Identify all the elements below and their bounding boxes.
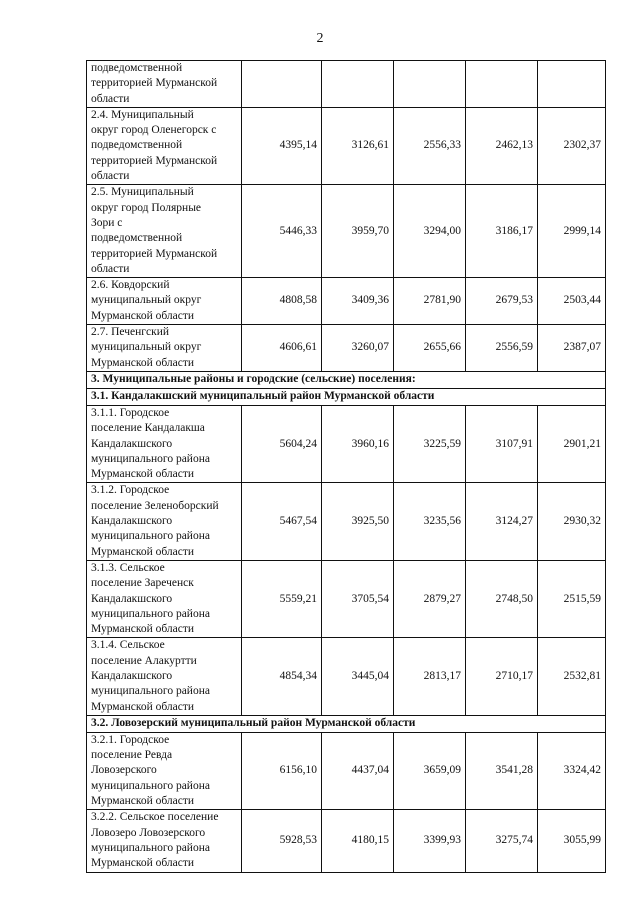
value-cell: 3541,28 xyxy=(466,732,538,809)
value-cell xyxy=(466,61,538,108)
section-row xyxy=(87,388,606,405)
value-cell xyxy=(322,61,394,108)
municipality-name: 3.1.4. Сельское поселение Алакуртти Кандалакшского муниципального района Мурманской области xyxy=(87,638,242,715)
section-row xyxy=(87,371,606,388)
value-cell xyxy=(242,61,322,108)
value-cell: 5467,54 xyxy=(242,483,322,560)
value-cell: 2302,37 xyxy=(538,107,606,184)
value-cell: 5604,24 xyxy=(242,405,322,482)
value-cell: 4854,34 xyxy=(242,638,322,715)
municipality-name: подведомственной территорией Мурманской области xyxy=(87,61,242,108)
municipality-name: 2.5. Муниципальный округ город Полярные Зори с подведомственной территорией Мурманской области xyxy=(87,185,242,278)
value-cell: 3445,04 xyxy=(322,638,394,715)
value-cell: 2462,13 xyxy=(466,107,538,184)
value-cell: 3126,61 xyxy=(322,107,394,184)
value-cell: 3294,00 xyxy=(394,185,466,278)
value-cell: 3107,91 xyxy=(466,405,538,482)
table-row xyxy=(87,107,606,184)
value-cell: 2679,53 xyxy=(466,278,538,325)
value-cell: 3959,70 xyxy=(322,185,394,278)
value-cell: 3324,42 xyxy=(538,732,606,809)
table-row xyxy=(87,638,606,715)
value-cell xyxy=(538,61,606,108)
value-cell: 3124,27 xyxy=(466,483,538,560)
value-cell: 2901,21 xyxy=(538,405,606,482)
section-heading: 3.1. Кандалакшский муниципальный район Мурманской области xyxy=(87,388,606,405)
tariff-table xyxy=(86,60,606,873)
value-cell: 5446,33 xyxy=(242,185,322,278)
table-row xyxy=(87,278,606,325)
table-row xyxy=(87,325,606,372)
municipality-name: 3.2.2. Сельское поселение Ловозеро Ловозерского муниципального района Мурманской области xyxy=(87,810,242,872)
municipality-name: 2.6. Ковдорский муниципальный округ Мурманской области xyxy=(87,278,242,325)
section-heading: 3. Муниципальные районы и городские (сельские) поселения: xyxy=(87,371,606,388)
value-cell: 2556,59 xyxy=(466,325,538,372)
value-cell: 2781,90 xyxy=(394,278,466,325)
value-cell: 3705,54 xyxy=(322,560,394,637)
value-cell: 3235,56 xyxy=(394,483,466,560)
table-row xyxy=(87,732,606,809)
municipality-name: 3.1.3. Сельское поселение Зареченск Кандалакшского муниципального района Мурманской области xyxy=(87,560,242,637)
value-cell: 2710,17 xyxy=(466,638,538,715)
value-cell: 2503,44 xyxy=(538,278,606,325)
table-row xyxy=(87,483,606,560)
value-cell: 3260,07 xyxy=(322,325,394,372)
value-cell: 3925,50 xyxy=(322,483,394,560)
value-cell xyxy=(394,61,466,108)
value-cell: 4180,15 xyxy=(322,810,394,872)
section-heading: 3.2. Ловозерский муниципальный район Мурманской области xyxy=(87,715,606,732)
value-cell: 2930,32 xyxy=(538,483,606,560)
value-cell: 3186,17 xyxy=(466,185,538,278)
value-cell: 6156,10 xyxy=(242,732,322,809)
value-cell: 3409,36 xyxy=(322,278,394,325)
value-cell: 2556,33 xyxy=(394,107,466,184)
value-cell: 3275,74 xyxy=(466,810,538,872)
table-row xyxy=(87,560,606,637)
value-cell: 3225,59 xyxy=(394,405,466,482)
value-cell: 3399,93 xyxy=(394,810,466,872)
municipality-name: 3.2.1. Городское поселение Ревда Ловозерского муниципального района Мурманской области xyxy=(87,732,242,809)
table-row xyxy=(87,405,606,482)
value-cell: 2813,17 xyxy=(394,638,466,715)
table-body xyxy=(87,61,606,873)
value-cell: 3960,16 xyxy=(322,405,394,482)
value-cell: 4395,14 xyxy=(242,107,322,184)
value-cell: 2387,07 xyxy=(538,325,606,372)
value-cell: 4606,61 xyxy=(242,325,322,372)
value-cell: 3659,09 xyxy=(394,732,466,809)
page-number: 2 xyxy=(316,31,324,46)
value-cell: 4808,58 xyxy=(242,278,322,325)
municipality-name: 2.7. Печенгский муниципальный округ Мурманской области xyxy=(87,325,242,372)
table-row xyxy=(87,810,606,872)
value-cell: 2999,14 xyxy=(538,185,606,278)
table-row xyxy=(87,61,606,108)
value-cell: 5559,21 xyxy=(242,560,322,637)
municipality-name: 3.1.2. Городское поселение Зеленоборский Кандалакшского муниципального района Мурманской области xyxy=(87,483,242,560)
value-cell: 2879,27 xyxy=(394,560,466,637)
section-row xyxy=(87,715,606,732)
value-cell: 2655,66 xyxy=(394,325,466,372)
value-cell: 2515,59 xyxy=(538,560,606,637)
value-cell: 5928,53 xyxy=(242,810,322,872)
municipality-name: 3.1.1. Городское поселение Кандалакша Кандалакшского муниципального района Мурманской области xyxy=(87,405,242,482)
municipality-name: 2.4. Муниципальный округ город Оленегорск с подведомственной территорией Мурманской области xyxy=(87,107,242,184)
value-cell: 4437,04 xyxy=(322,732,394,809)
value-cell: 3055,99 xyxy=(538,810,606,872)
value-cell: 2748,50 xyxy=(466,560,538,637)
value-cell: 2532,81 xyxy=(538,638,606,715)
table-row xyxy=(87,185,606,278)
